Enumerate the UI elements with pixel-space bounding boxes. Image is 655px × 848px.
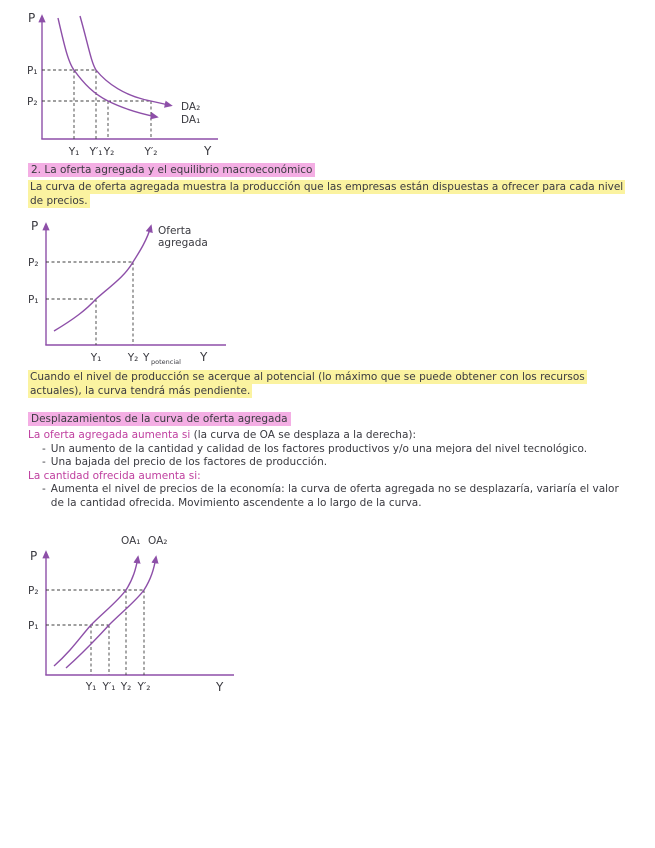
p1-tick-label: P₁: [28, 294, 39, 306]
da2-curve-label: DA₂: [181, 101, 201, 113]
y-axis-label: Y: [216, 680, 224, 694]
supply-curve-label-line1: Oferta: [158, 225, 192, 237]
supply-curve: [54, 226, 151, 331]
x-tick-labels: [90, 352, 139, 364]
qty-increase-line: [28, 470, 201, 484]
da1-curve-label: DA₁: [181, 114, 201, 126]
tick-y1: Y₁: [85, 681, 97, 693]
p1-tick-label: P₁: [27, 65, 38, 77]
qty-increase-lead: La cantidad ofrecida aumenta si:: [28, 470, 201, 482]
guide-lines: [46, 262, 133, 345]
oa-increase-rest: (la curva de OA se desplaza a la derecha):: [190, 429, 417, 441]
bullet-dash: -: [42, 443, 46, 455]
guide-lines: [42, 70, 151, 139]
y-axis-label: Y: [200, 350, 208, 364]
p-axis-label: P: [31, 219, 39, 233]
tick-y-potential-base: Y: [143, 352, 150, 364]
tick-y1: Y₁: [90, 352, 102, 364]
oa2-curve: [66, 557, 156, 668]
y-axis-label: Y: [204, 144, 212, 158]
guide-lines: [46, 590, 144, 675]
aggregate-supply-diagram: [26, 214, 266, 368]
oa-bullet-1: [42, 443, 634, 457]
bullet-dash: -: [42, 456, 46, 468]
oa1-curve: [54, 557, 138, 666]
p1-tick-label: P₁: [28, 620, 39, 632]
tick-y2: Y₂: [127, 352, 139, 364]
tick-y2p: Y′₂: [144, 146, 158, 158]
section-heading-supply: [28, 164, 315, 178]
tick-y2: Y₂: [120, 681, 132, 693]
qty-bullet-1: [42, 483, 630, 510]
supply-definition-paragraph: [28, 181, 630, 208]
section-heading-shifts: [28, 413, 291, 427]
x-tick-labels: [85, 681, 151, 693]
p2-tick-label: P₂: [28, 585, 39, 597]
tick-y1p: Y′₁: [89, 146, 103, 158]
p2-tick-label: P₂: [27, 96, 38, 108]
oa2-curve-label: OA₂: [148, 535, 168, 547]
aggregate-supply-shift-diagram: [26, 532, 271, 700]
p-axis-label: P: [30, 549, 38, 563]
supply-curve-label-line2: agregada: [158, 237, 208, 249]
oa-increase-lead: La oferta agregada aumenta si: [28, 429, 191, 441]
potential-note-paragraph: [28, 371, 634, 398]
aggregate-demand-diagram: [26, 6, 258, 162]
da1-curve: [58, 18, 157, 117]
oa-bullet-2: [42, 456, 634, 470]
oa1-curve-label: OA₁: [121, 535, 141, 547]
oa-bullet-2-text: Una bajada del precio de los factores de producción.: [50, 456, 328, 468]
supply-definition-text: La curva de oferta agregada muestra la producción que las empresas están dispuestas a ofrecer para cada nivel de precios.: [30, 181, 624, 207]
tick-y2p: Y′₂: [137, 681, 151, 693]
bullet-dash: -: [42, 483, 46, 495]
tick-y1: Y₁: [68, 146, 80, 158]
p-axis-label: P: [28, 11, 36, 25]
heading-supply-text: 2. La oferta agregada y el equilibrio macroeconómico: [28, 163, 315, 177]
tick-y2: Y₂: [103, 146, 115, 158]
oa-increase-line: [28, 429, 634, 443]
heading-shifts-text: Desplazamientos de la curva de oferta agregada: [28, 412, 291, 426]
p2-tick-label: P₂: [28, 257, 39, 269]
oa-bullet-1-text: Un aumento de la cantidad y calidad de los factores productivos y/o una mejora del nivel tecnológico.: [50, 443, 588, 455]
x-tick-labels: [68, 146, 158, 158]
qty-bullet-1-text: Aumenta el nivel de precios de la economía: la curva de oferta agregada no se desplazaría, variaría el valor de la cantidad ofrecida. Movimiento ascendente a lo largo de la curva.: [50, 483, 619, 509]
potential-note-text: Cuando el nivel de producción se acerque al potencial (lo máximo que se puede obtener con los recursos actuales), la curva tendrá más pendiente.: [30, 371, 585, 397]
tick-y-potential-sub: potencial: [151, 358, 181, 366]
tick-y1p: Y′₁: [102, 681, 116, 693]
